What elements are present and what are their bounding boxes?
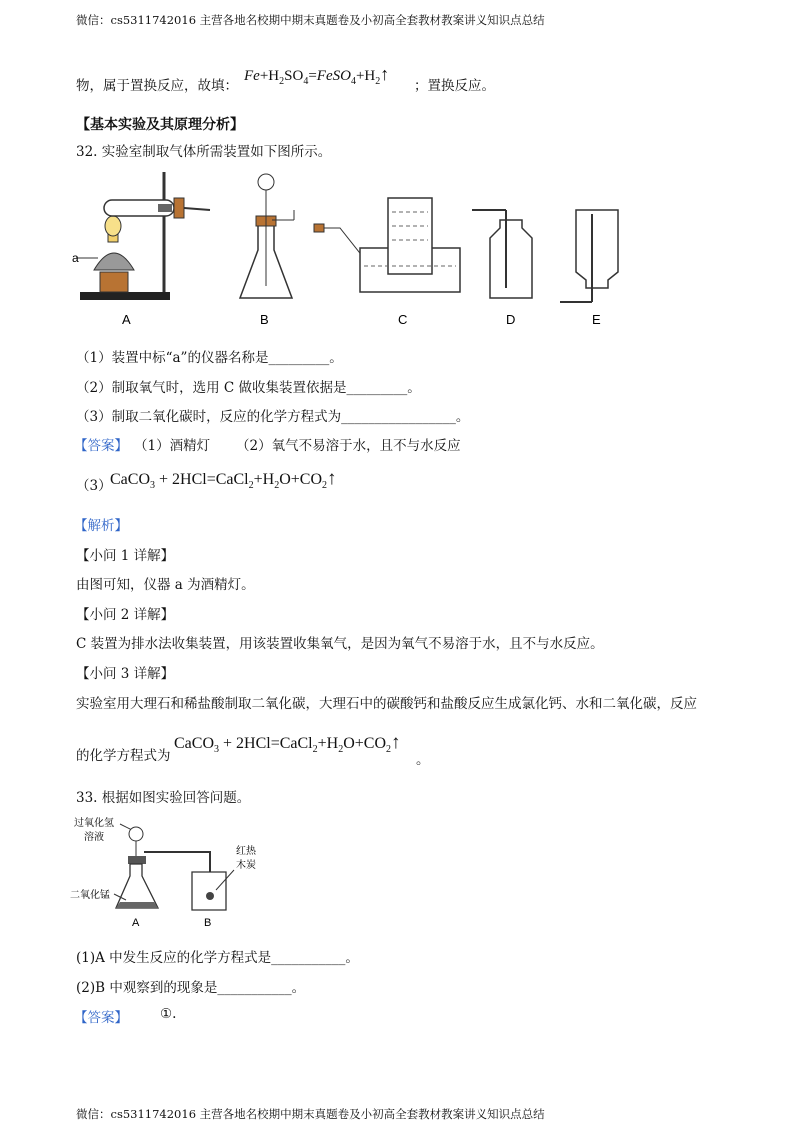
eq-sub: 2 bbox=[375, 76, 381, 87]
eq-sub: 3 bbox=[214, 744, 219, 756]
eq-part: CaCl bbox=[215, 471, 249, 488]
q33-stem: 33. 根据如图实验回答问题。 bbox=[76, 790, 251, 806]
q33-sub1: (1)A 中发生反应的化学方程式是___________。 bbox=[76, 950, 359, 966]
eq-sub: 3 bbox=[150, 480, 155, 492]
apparatus-a bbox=[76, 172, 210, 300]
q32-sq3-title: 【小问 3 详解】 bbox=[76, 666, 175, 682]
eq-part: O+CO bbox=[279, 471, 323, 488]
eq-part: CaCl bbox=[279, 735, 313, 752]
q32-sq1-text: 由图可知，仪器 a 为酒精灯。 bbox=[76, 577, 255, 593]
label-B: B bbox=[260, 312, 269, 327]
page-header: 微信：cs5311742016 主营各地名校期中期末真题卷及小初高全套教材教案讲义知识点总结 bbox=[76, 13, 545, 27]
label-A: A bbox=[122, 312, 131, 327]
q33-apparatus-figure bbox=[70, 812, 270, 932]
q32-answer3-prefix: （3） bbox=[76, 478, 112, 494]
eq-part: + 2HCl bbox=[155, 471, 207, 488]
eq-sub: 2 bbox=[312, 744, 318, 756]
eq-sub: 4 bbox=[350, 76, 356, 87]
intro-equation bbox=[244, 64, 389, 87]
eq-part: O+CO bbox=[343, 735, 387, 752]
q32-sq3-end: 。 bbox=[416, 752, 430, 768]
q32-apparatus-figure bbox=[70, 168, 630, 330]
eq-part: +H bbox=[253, 471, 275, 488]
eq-sub: 2 bbox=[248, 480, 254, 492]
label-h2o2: 过氧化氢 bbox=[74, 818, 114, 829]
q32-sub1: （1）装置中标“a”的仪器名称是_________。 bbox=[76, 350, 343, 366]
q32-sq3-text2: 的化学方程式为 bbox=[76, 748, 171, 764]
eq-sub: 2 bbox=[279, 76, 285, 87]
eq-feso: FeSO bbox=[316, 68, 351, 84]
q33-answer-mark: ①. bbox=[160, 1006, 177, 1022]
q32-answer1: （1）酒精灯 bbox=[134, 438, 211, 454]
eq-part: +H bbox=[317, 735, 339, 752]
q32-sub3: （3）制取二氧化碳时，反应的化学方程式为_________________。 bbox=[76, 409, 470, 425]
q32-stem: 32. 实验室制取气体所需装置如下图所示。 bbox=[76, 144, 332, 160]
eq-fe: Fe bbox=[244, 68, 260, 84]
label-mno2: 二氧化锰 bbox=[70, 890, 110, 901]
label-E: E bbox=[592, 312, 601, 327]
apparatus-b bbox=[240, 174, 294, 298]
eq-sub: 4 bbox=[303, 76, 309, 87]
q32-sq2-text: C 装置为排水法收集装置，用该装置收集氧气，是因为氧气不易溶于水，且不与水反应。 bbox=[76, 636, 604, 652]
eq-up-arrow: ↑ bbox=[391, 732, 401, 753]
eq-equals: = bbox=[270, 735, 280, 752]
label-hot: 红热 bbox=[236, 846, 256, 857]
q32-sq3-equation bbox=[174, 732, 401, 755]
q33-sub2: (2)B 中观察到的现象是___________。 bbox=[76, 980, 306, 996]
label-A: A bbox=[132, 917, 140, 929]
label-D: D bbox=[506, 312, 516, 327]
label-a: a bbox=[72, 251, 79, 265]
q32-analysis-tag: 【解析】 bbox=[74, 518, 128, 534]
eq-sub: 2 bbox=[322, 480, 328, 492]
apparatus-d bbox=[472, 210, 532, 298]
apparatus-e bbox=[560, 210, 618, 302]
label-solution: 溶液 bbox=[84, 832, 104, 843]
q32-sub2: （2）制取氧气时，选用 C 做收集装置依据是_________。 bbox=[76, 380, 421, 396]
eq-part: + 2HCl bbox=[219, 735, 271, 752]
eq-part: CaCO bbox=[174, 735, 214, 752]
q32-answer3-equation bbox=[110, 468, 337, 491]
eq-sub: 2 bbox=[274, 480, 280, 492]
label-B: B bbox=[204, 917, 212, 929]
eq-sub: 2 bbox=[338, 744, 344, 756]
q33-answer-tag: 【答案】 bbox=[74, 1010, 128, 1026]
intro-text-after: ；置换反应。 bbox=[414, 78, 495, 94]
label-charcoal: 木炭 bbox=[236, 860, 256, 871]
section-title: 【基本实验及其原理分析】 bbox=[76, 117, 244, 133]
intro-text-before: 物，属于置换反应，故填： bbox=[76, 78, 238, 94]
eq-up-arrow: ↑ bbox=[327, 468, 337, 489]
apparatus-c bbox=[314, 198, 460, 292]
eq-up-arrow: ↑ bbox=[380, 64, 390, 84]
q32-sq3-text: 实验室用大理石和稀盐酸制取二氧化碳，大理石中的碳酸钙和盐酸反应生成氯化钙、水和二氧化碳，反应 bbox=[76, 696, 697, 712]
eq-plus-h2: +H bbox=[355, 68, 376, 84]
eq-part: CaCO bbox=[110, 471, 150, 488]
bottle-b bbox=[192, 872, 226, 910]
q32-sq1-title: 【小问 1 详解】 bbox=[76, 548, 175, 564]
eq-sub: 2 bbox=[386, 744, 392, 756]
label-C: C bbox=[398, 312, 408, 327]
q32-answer2: （2）氧气不易溶于水，且不与水反应 bbox=[236, 438, 461, 454]
eq-equals: = bbox=[308, 68, 317, 84]
q32-answer-tag: 【答案】 bbox=[74, 438, 128, 454]
eq-equals: = bbox=[206, 471, 216, 488]
q32-sq2-title: 【小问 2 详解】 bbox=[76, 607, 175, 623]
eq-so: SO bbox=[284, 68, 304, 84]
eq-plus-h: +H bbox=[259, 68, 280, 84]
page-footer: 微信：cs5311742016 主营各地名校期中期末真题卷及小初高全套教材教案讲义知识点总结 bbox=[76, 1107, 545, 1121]
